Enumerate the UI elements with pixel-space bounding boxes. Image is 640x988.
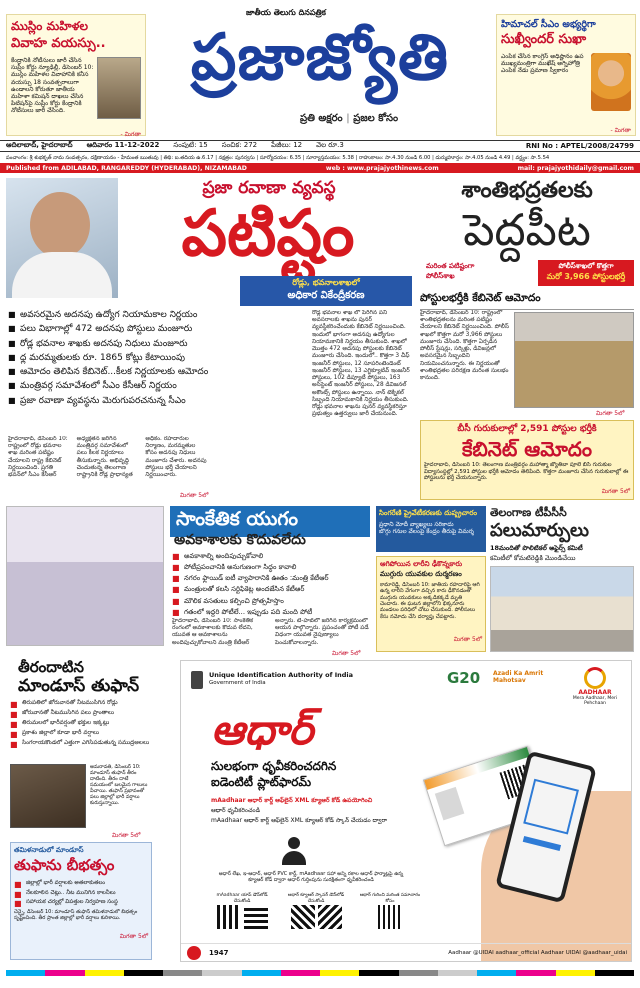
sukhu-image [591,53,631,111]
lead-body: హైదరాబాద్‌, డిసెంబర్‌ 10: రాష్ట్రంలో రోడ్లు భవనాల శాఖ మరింత పటిష్టం చేయాలని రాష్ట్ర కేబినెట్‌ నిర్ణయించింది. ప్రగతి భవన్‌లో సీఎం కేసీఆర్‌ అధ్యక్షతన జరిగిన మంత్రివర్గ సమావేశంలో పలు కీలక నిర్ణయాలు తీసుకున్నారు. అభివృద్ధి చెందుతున్న తెలంగాణ రాష్ట్రానికి రోడ్ల ప్రాధాన్యత అధికం. రహదారుల నిర్మాణం, మరమ్మతుల కోసం అదనపు నిధులు మంజూరు చేశారు. అదనపు పోస్టులు భర్తీ చేయాలని నిర్ణయించారు. [8,436,207,479]
right-teaser[interactable] [496,14,636,136]
shanti-tag [538,260,634,286]
ad-sub1: సులభంగా ధృవీకరించదగిన [211,759,337,773]
tech-bullet: ■ పోటీప్రపంచానికి అనుగుణంగా సిద్ధం కావాలి [172,563,372,571]
singareni-line: బొగ్గు గనుల వేలంపై కేంద్రం తీరుపై విమర్శ [379,528,474,536]
aadhaar-logo-icon [584,667,606,689]
lead-sub2: అధికార వికేంద్రీకరణ [287,290,365,301]
tamil-bullet: ■ సహాయక చర్యల్లో విపత్తుల నిర్వహణ సంస్థ [14,899,148,906]
qr-code-icon [378,905,402,929]
accident-body: కామారెడ్డి, డిసెంబర్‌ 10: జాతీయ రహదారిపై ఆగి ఉన్న లారీని వేగంగా వచ్చిన కారు ఢీకొనడంతో ముగ్గురు యువకులు అక్కడికక్కడే మృతి చెందారు. ఈ ఘటన జిల్లాలోని భిక్కనూరు మండలం పరిధిలో చోటు చేసుకుంది. పోలీసులు కేసు నమోదు చేసి దర్యాప్తు చేపట్టారు. [380,582,480,620]
bc-body: హైదరాబాద్‌, డిసెంబర్‌ 10: తెలంగాణ మంత్రివర్గం మహాత్మా జ్యోతిబా పూలే బీసీ గురుకుల విద్యాసంస్థల్లో 2,591 పోస్టుల భర్తీకి ఆమోదం తెలిపింది. కొత్తగా మంజూరు చేసిన గురుకులాల్లో ఈ పోస్టులను భర్తీ చేయనున్నారు. [424,462,629,482]
masthead-logo: ప్రజాజ్యోతి [190,21,450,95]
tpcc-sub2: కమిటీలో కోమటిరెడ్డికి మొండిచేయి [490,554,576,562]
bc-more[interactable]: మిగతా 5లో [601,488,630,495]
helpline-number: 1947 [209,948,229,957]
ad-note: ఆధార్‌ లేఖ, ఇ-ఆధార్‌, ఆధార్‌ PVC కార్డ్‌, mAadhaar సహా అన్ని రకాల ఆధార్‌ ఫార్మాట్లపై ఉన్న క్యూఆర్‌ కోడ్‌ ద్వారా ఆధార్‌ గుర్తింపును సురక్షితంగా ధృవీకరించండి [218,871,404,883]
lead-bullet: ■ పలు విభాగాల్లో 472 అదనపు పోస్టులు మంజూరు [8,324,308,335]
cyclone-headline1: తీరందాటిన [18,658,84,676]
qr-code-icon [244,905,268,929]
issue: సంచిక: 272 [221,141,258,149]
rni: RNI No : APTEL/2008/24799 [525,142,634,150]
right-teaser-body: ఎంపిక చేసిన కాంగ్రెస్‌ అధిష్టానం ఉప ముఖ్యమంత్రిగా ముఖేష్‌ అగ్నిహోత్రి ఎంపిక నేడు ప్రమాణ స్వీకారం [501,53,584,75]
color-registration-strip [6,970,634,976]
cyclone-photo [10,764,86,828]
accident-more[interactable]: మిగతా 5లో [453,636,482,643]
cyclone-bullet: ■ తిరుపతిలో జోరువానతో నీటముసిగిన రోడ్లు [10,700,150,707]
date: ఆదివారం 11-12-2022 [86,141,160,149]
azadi-logo: Azadi Ka Amrit Mahotsav [493,670,544,684]
panchang: పంచాంగం: శ్రీ శుభకృత్‌ నామ సంవత్సరం, దక్షిణాయనం - హేమంత ఋతువు | తిథి: బ.తదియ ఉ.6.17 | నక్షత్రం: పునర్వసు | సూర్యోదయం: 6.35 | సూర్యాస్తమయం: 5.38 | రాహుకాలం: సా.4.30 నుండి 6.00 | దుర్ముహూర్తం: సా.4.05 నుండి 4.49 | వర్జ్యం: సా.5.54 [6,155,550,161]
mid-col-body: రోడ్ల భవనాల శాఖ లో పెరిగిన పని అవసరాలకు శాఖను పునర్ వ్యవస్థీకరించేందుకు కేబినెట్‌ నిర్ణయించింది. ఇందులో భాగంగా అదనపు ఉద్యోగుల నియామకానికి నిర్ణయం తీసుకుంది. శాఖలో మొత్తం 472 అదనపు పోస్టులకు కేబినెట్‌ మంజూరు చేసింది. ఇందులో.. కొత్తగా 3 చీఫ్‌ ఇంజనీర్‌ పోస్టులు, 12 సూపరింటెండెంట్‌ ఇంజనీర్‌ పోస్టులు, 13 ఎగ్జిక్యూటివ్‌ ఇంజనీర్‌ పోస్టులు, 102 డిప్యూటీ పోస్టులు, 163 అసిస్టెంట్‌ ఇంజనీర్‌ పోస్టులు, 28 డివిజనల్‌ అకౌంట్స్‌ పోస్టులు ఉన్నాయి. నాన్‌ టెక్నికల్‌ సిబ్బంది నియామకానికి నిర్ణయం తీసుకుంది. రోడ్లు భవనాల శాఖను పునర్‌ వ్యవస్థీకరిస్తూ ప్రభుత్వం ఉత్తర్వులు జారీ చేయనుంది. [312,310,410,418]
singareni-box [376,506,486,552]
tech-bullet: ■ మౌలిక వసతులు కల్పించి ప్రోత్సహిస్తాం [172,597,372,605]
tamil-bullet: ■ జిల్లాల్లో భారీ వర్షాలకు అతలాకుతలం [14,880,148,887]
masthead-slogan: ప్రతి అక్షరం | ప్రజల కోసం [300,113,399,124]
tech-sub: అవకాశాలకు కొదువలేదు [174,532,306,548]
tech-headline: సాంకేతిక యుగం [170,506,370,537]
aadhaar-logo [565,667,625,706]
qr-row [211,893,421,929]
lead-more[interactable]: మిగతా 5లో [180,492,209,499]
right-teaser-title2: సుఖ్వీందర్‌ సుఖా [501,32,587,47]
tamil-bullet: ■ నేలకూలిన చెట్లు.. నీట మునిగిన కాలనీలు [14,890,148,897]
accident-box [376,556,486,652]
cyclone-body: అమరావతి, డిసెంబర్‌ 10: మాండూస్‌ తుఫాన్‌ తీరం దాటింది. తీరం దాటే సమయంలో బలమైన గాలులు వీచాయి. తుఫాన్‌ ప్రభావంతో పలు జిల్లాల్లో భారీ వర్షాలు కురుస్తున్నాయి. [90,764,148,806]
cyclone-headline2: మాండూస్‌ తుఫాన్‌ [18,676,140,696]
shanti-kicker: శాంతిభద్రతలకు [461,178,593,203]
tamil-more[interactable]: మిగతా 5లో [119,933,148,941]
ad-line1: mAadhaar ఆధార్‌ కార్డ్‌ ఆఫ్‌లైన్‌ XML క్యూ‌ఆర్‌ కోడ్‌ ఉపయోగించి [211,797,373,804]
qr-block[interactable] [359,893,421,929]
lead-bullet: ■ ఆమోదం తెలిపిన కేబినెట్‌...కీలక నిర్ణయాలకు ఆమోదం [8,367,308,378]
lead-bullets [8,310,308,410]
shanti-headline: పెద్దపీట [463,205,591,256]
lead-subhead [240,276,412,306]
kcr-photo [6,178,118,298]
tech-body: హైదరాబాద్‌, డిసెంబర్‌ 10: సాంకేతిక రంగంలో అవకాశాలకు కొదువ లేదని, యువత ఆ అవకాశాలను అందిపుచ్చుకోవాలని మంత్రి కేటీఆర్‌ అన్నారు. టి-హబ్‌లో జరిగిన కార్యక్రమంలో ఆయన పాల్గొన్నారు. ప్రపంచంతో పోటీ పడే విధంగా యువత నైపుణ్యాలు పెంచుకోవాలన్నారు. [172,618,369,646]
volume: సంపుటి: 15 [173,141,208,149]
qr-code-icon [318,905,342,929]
right-teaser-title1: హిమాచల్‌ సీఎం అభ్యర్థిగా [501,19,596,30]
ad-sub2: ఐడెంటిటీ ప్లాట్‌ఫారమ్‌ [211,775,312,789]
lead-kicker: ప్రజా రవాణా వ్యవస్థ [202,178,336,198]
shanti-sub2: పోలీస్‌శాఖ [426,272,455,280]
lead-headline: పటిష్టం [181,197,355,271]
shanti-tag1: పోలీస్‌శాఖలో కొత్తగా [558,262,614,270]
ad-footer [181,943,632,961]
tpcc-headline1: తెలంగాణ టీపీసీసీ [490,506,567,519]
lead-bullet: ■ ప్రజా రవాణా వ్యవస్థను మెరుగుపరచనున్న సీఎం [8,396,308,407]
pages: పేజీలు: 12 [271,141,303,149]
cyclone-bullets [10,700,150,750]
qr-code-icon [217,905,241,929]
tpcc-headline2: పలుమార్పులు [490,520,590,541]
lead-bullet: ■ రోడ్ల భవనాల శాఖకు అదనపు నిధులు మంజూరు [8,339,308,350]
slogan-part2: ప్రజల కోసం [353,113,399,124]
shanti-body: హైదరాబాద్‌, డిసెంబర్‌ 10: రాష్ట్రంలో శాంతిభద్రతలను మరింత పటిష్టం చేయాలని కేబినెట్‌ నిర్ణయించింది. పోలీస్‌ శాఖలో కొత్తగా మరో 3,966 పోస్టులు మంజూరు చేసింది. కొత్తగా ఏర్పడిన పోలీస్‌ స్టేషన్లు, సర్కిళ్లు, డివిజన్లలో అవసరమైన సిబ్బందిని నియమించనున్నారు. ఈ నిర్ణయంతో శాంతిభద్రతల పరిరక్షణ మరింత సులభం కానుంది. [420,310,509,382]
aadhaar-logo-tag: Mera Aadhaar, Meri Pehchaan [572,696,618,706]
qr-block[interactable] [211,893,273,929]
publisher-mail[interactable]: mail: prajajyothidaily@gmail.com [517,164,634,172]
publisher-web[interactable]: web : www.prajajyothinews.com [325,164,439,172]
supreme-court-image [97,57,141,119]
g20-logo: G20 [447,669,481,687]
tamil-kicker: తమిళనాడులో మాండూస్‌ [14,846,84,854]
left-teaser-title1: ముస్లిం మహిళల [11,19,89,33]
edition: ఆదిలాబాద్‌, హైదరాబాద్‌ [6,141,73,149]
shanti-sub1: మరింత పటిష్టంగా [426,262,475,270]
lead-bullet: ■ అవసరమైన అదనపు ఉద్యోగ నియామకాల నిర్ణయం [8,310,308,321]
ad-line3: mAadhaar ఆధార్‌ కార్డ్‌ ఆఫ్‌లైన్‌ XML క్యూ‌ఆర్‌ కోడ్‌ స్కాన్‌ చేయడం ద్వారా [211,817,388,824]
aadhaar-ad[interactable] [180,660,632,962]
lead-sub1: రోడ్లు, భవనాలశాఖలో [292,278,360,287]
cyclone-bullet: ■ ప్రకాశం జిల్లాలో కూడా భారీ వర్షాలు [10,730,150,737]
tech-bullet: ■ మంత్రులతో కలసి సర్టిఫికెట్ల అందజేసిన కేటీఆర్‌ [172,585,372,593]
uidai-name: Unique Identification Authority of India [209,671,354,679]
tpcc-sub: 18మందితో పొలిటికల్‌ అఫైర్స్‌ కమిటీ [490,544,583,552]
tech-bullet: ■ నగరం ఫ్లాయిడ్‌ ఐటీ వ్యాపారానికి ఊతం :మంత్రి కేటీఆర్‌ [172,574,372,582]
publisher-strip [0,163,640,173]
cyclone-bullet: ■ తిరుమలలో భారీవర్షంతో భక్తుల ఇక్కట్లు [10,720,150,727]
dateline [0,140,640,152]
qr-caption: ఆధార్‌ గురించి మరింత సమాచారం కోసం [359,893,421,904]
right-teaser-more[interactable]: - మిగతా [610,127,631,134]
shanti-tag2: మరో 3,966 పోస్టులభర్తీ [546,272,626,281]
tech-bullet: ■ అవకాశాల్ని అందిపుచ్చుకోవాలి [172,552,372,560]
police-photo [514,312,634,408]
left-teaser-title2: వివాహ వయస్సు.. [11,36,106,51]
price: వెల రూ.3 [316,141,344,149]
qr-block[interactable] [285,893,347,929]
cyclone-bullet: ■ సింగరాయకొండలో ఎత్తుగా ఎగిసిపడుతున్న సముద్రఅలలు [10,740,150,747]
aadhaar-logo-text: AADHAAR [578,689,612,696]
accident-sub: ముగ్గురు యువకుల దుర్మరణం [380,570,462,578]
shanti-more[interactable]: మిగతా 5లో [596,410,625,417]
bc-headline: కేబినెట్‌ ఆమోదం [461,437,593,461]
slogan-part1: ప్రతి అక్షరం [300,113,343,124]
singareni-line: ప్రధాని మోదీ వ్యాఖ్యలు సరికాదు [379,521,454,528]
tech-bullets [172,552,372,619]
qr-caption: mAadhaar యాప్‌ డౌన్‌లోడ్‌ చేసుకోండి [216,893,268,904]
bc-kicker: బీసీ గురుకులాల్లో 2,591 పోస్టుల భర్తీకి [457,424,597,434]
ad-line2: ఆధార్‌ ధృవీకరించండి [211,807,261,814]
lead-bullet: ■ ధ్ల మరమ్మతులకు రూ. 1865 కోట్లు కేటాయింపు [8,353,308,364]
posts-headline: పోస్టులభర్తీకి కేబినెట్‌ ఆమోదం [420,292,634,310]
singareni-title: సింగరేణి ప్రైవేటీకరణకు దుష్ప్రచారం [379,509,478,517]
tamil-bullets [14,880,148,906]
helpline-icon [187,946,201,960]
shanti-sub [426,262,506,282]
tamil-box [10,842,152,960]
left-teaser[interactable] [6,14,146,136]
uidai-emblem [191,671,203,689]
gandhi-bhavan-photo [490,566,634,652]
qr-code-icon [291,905,315,929]
tech-bullet: ■ గతంలో ఇద్దరి పోటీలే... ఇప్పుడు పది మంది పోటీ [172,608,372,616]
masthead-tagline: జాతీయ తెలుగు దినపత్రిక [246,8,326,17]
tech-more[interactable]: మిగతా 5లో [332,650,361,657]
ktr-photo [6,506,164,646]
lead-bullet: ■ మంత్రివర్గ సమావేశంలో సీఎం కేసీఆర్‌ నిర్ణయం [8,381,308,392]
accident-title: ఆగిపోయిన లారీని ఢీకొన్నకారు [380,560,463,568]
social-handles[interactable]: Aadhaar @UIDAI aadhaar_official Aadhaar UIDAI @aadhaar_uidai [448,949,627,956]
publisher-places: Published from ADILABAD, RANGAREDDY (HYDERABAD), NIZAMABAD [6,164,247,172]
cyclone-more[interactable]: మిగతా 5లో [112,832,141,839]
uidai-gov: Government of India [209,680,266,686]
ad-title: ఆధార్‌ [211,705,314,754]
person-icon [281,837,307,867]
left-teaser-more[interactable]: - మిగతా [120,131,141,138]
left-teaser-body: కేంద్రానికి నోటీసులు జారీ చేసిన సుప్రీం కోర్టు న్యూఢిల్లీ, డిసెంబర్‌ 10: ముస్లిం మహిళల వివాహానికి కనీస వయస్సు 18 సంవత్సరాలుగా ఉండాలని కోరుతూ జాతీయ మహిళా కమిషన్‌ దాఖలు చేసిన పిటిషన్‌పై సుప్రీం కోర్టు కేంద్రానికి నోటీసులు జారీ చేసింది. [11,57,94,115]
bc-box [420,420,634,500]
tamil-body: చెన్నై, డిసెంబర్‌ 10: మాండూస్‌ తుఫాన్‌ తమిళనాడులో బీభత్సం సృష్టించింది. తీర ప్రాంత జిల్లాల్లో భారీ వర్షాలు కురిశాయి. [14,909,138,922]
tamil-headline: తుఫాను బీభత్సం [14,856,115,874]
qr-caption: ఆధార్‌ క్యూఆర్‌ స్కానర్‌ డౌన్‌లోడ్‌ చేసుకోండి [287,893,345,904]
cyclone-bullet: ■ జోరువానతో నీటముసిగిన పలు ప్రాంతాలు [10,710,150,717]
